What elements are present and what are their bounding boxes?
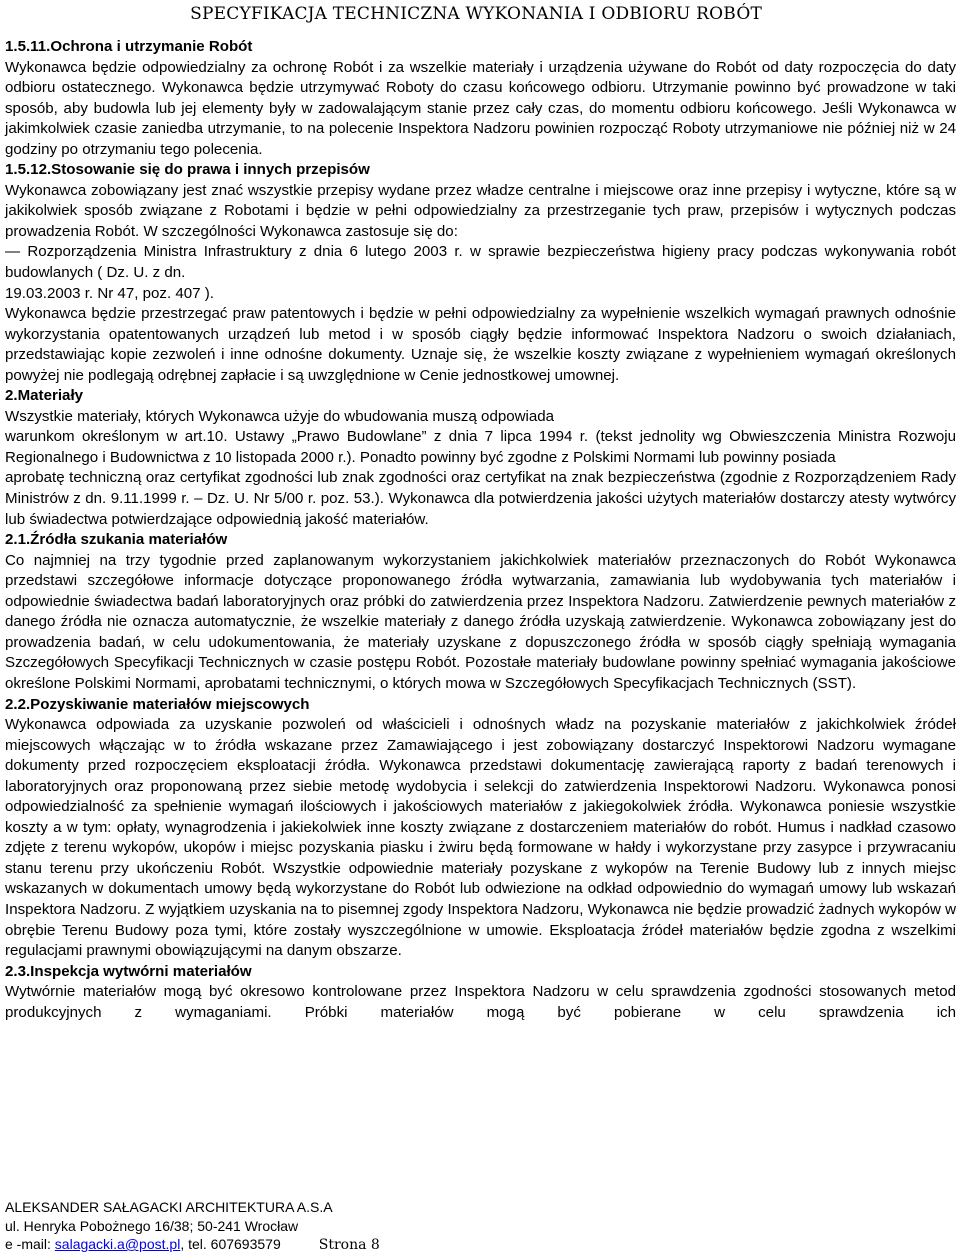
paragraph: 19.03.2003 r. Nr 47, poz. 407 ). — [5, 284, 214, 302]
paragraph: Wszystkie materiały, których Wykonawca użyje do wbudowania muszą odpowiada — [5, 407, 555, 425]
footer-phone: , tel. 607693579 — [180, 1236, 281, 1252]
paragraph: Wykonawca zobowiązany jest znać wszystkie przepisy wydane przez władze centralne i miejscowe oraz inne przepisy i wytyczne, które są w jakikolwiek sposób związane z Robotami i będzie w pełni odpowiedzialny za przestrzeganie tych praw, przepisów i wytycznych podczas prowadzenia Robót. W szczególności Wykonawca zastosuje się do: — [5, 181, 956, 240]
footer-email-prefix: e -mail: — [5, 1236, 55, 1252]
document-body — [5, 37, 956, 1023]
footer-company: ALEKSANDER SAŁAGACKI ARCHITEKTURA A.S.A — [5, 1199, 333, 1215]
section-heading: 2.2.Pozyskiwanie materiałów miejscowych — [5, 695, 310, 713]
paragraph: aprobatę techniczną oraz certyfikat zgodności lub znak zgodności oraz certyfikat na znak bezpieczeństwa (zgodnie z Rozporządzeniem Rady Ministrów z dn. 9.11.1999 r. – Dz. U. Nr 5/00 r. poz. 53.). Wykonawca dla potwierdzenia jakości użytych materiałów dostarczy atesty wytwórcy lub świadectwa potwierdzające odpowiednią jakość materiałów. — [5, 469, 956, 528]
paragraph: Wykonawca będzie odpowiedzialny za ochronę Robót i za wszelkie materiały i urządzenia używane do Robót od daty rozpoczęcia do daty odbioru ostatecznego. Wykonawca będzie utrzymywać Roboty do czasu końcowego odbioru. Utrzymanie powinno być prowadzone w taki sposób, aby budowla lub jej elementy były w zadowalającym stanie przez cały czas, do momentu odbioru końcowego. Jeśli Wykonawca w jakimkolwiek czasie zaniedba utrzymanie, to na polecenie Inspektora Nadzoru powinien rozpocząć Roboty utrzymaniowe nie później niż w 24 godziny po otrzymaniu tego polecenia. — [5, 58, 956, 158]
paragraph: Wykonawca będzie przestrzegać praw patentowych i będzie w pełni odpowiedzialny za wypełnienie wszelkich wymagań prawnych odnośnie wykorzystania opatentowanych urządzeń lub metod i w sposób ciągły będzie informować Inspektora Nadzoru o swoich działaniach, przedstawiając kopie zezwoleń i inne odnośne dokumenty. Uznaje się, że wszelkie koszty związane z wypełnieniem wymagań określonych powyżej nie podlegają odrębnej zapłacie i są uwzględnione w Cenie jednostkowej umownej. — [5, 305, 956, 384]
paragraph: — Rozporządzenia Ministra Infrastruktury z dnia 6 lutego 2003 r. w sprawie bezpieczeństwa higieny pracy podczas wykonywania robót budowlanych ( Dz. U. z dn. — [5, 243, 956, 282]
paragraph: Co najmniej na trzy tygodnie przed zaplanowanym wykorzystaniem jakichkolwiek materiałów przeznaczonych do Robót Wykonawca przedstawi szczegółowe informacje dotyczące proponowanego źródła wytwarzania, zamawiania lub wydobywania tych materiałów i odpowiednie świadectwa badań laboratoryjnych oraz próbki do zatwierdzenia przez Inspektora Nadzoru. Zatwierdzenie pewnych materiałów z danego źródła nie oznacza automatycznie, że wszelkie materiały z danego źródła uzyskają zatwierdzenie. Wykonawca zobowiązany jest do prowadzenia badań, w celu udokumentowania, że materiały uzyskane z dopuszczonego źródła w sposób ciągły spełniają wymagania Szczegółowych Specyfikacji Technicznych w czasie postępu Robót. Pozostałe materiały budowlane powinny spełniać wymagania jakościowe określone Polskimi Normami, aprobatami technicznymi, o których mowa w Szczegółowych Specyfikacjach Technicznych (SST). — [5, 551, 956, 692]
paragraph: Wykonawca odpowiada za uzyskanie pozwoleń od właścicieli i odnośnych władz na pozyskanie materiałów z jakichkolwiek źródeł miejscowych włączając w to źródła wskazane przez Zamawiającego i jest zobowiązany dostarczyć Inspektorowi Nadzoru wymagane dokumenty przed rozpoczęciem eksploatacji źródła. Wykonawca przedstawi dokumentację zawierającą raporty z badań terenowych i laboratoryjnych oraz proponowaną przez siebie metodę wydobycia i selekcji do zatwierdzenia Inspektorowi Nadzoru. Wykonawca ponosi odpowiedzialność za spełnienie wymagań ilościowych i jakościowych materiałów z jakiegokolwiek źródła. Wykonawca poniesie wszystkie koszty a w tym: opłaty, wynagrodzenia i jakiekolwiek inne koszty związane z dostarczeniem materiałów do robót. Humus i nadkład czasowo zdjęte z terenu wykopów, ukopów i miejsc pozyskania piasku i żwiru będą formowane w hałdy i wykorzystane przy zasypce i przywracaniu stanu terenu przy ukończeniu Robót. Wszystkie odpowiednie materiały pozyskane z wykopów na Terenie Budowy lub z innych miejsc wskazanych w dokumentach umowy będą wykorzystane do Robót lub odwiezione na odkład odpowiednio do wymagań umowy lub wskazań Inspektora Nadzoru. Z wyjątkiem uzyskania na to pisemnej zgody Inspektora Nadzoru, Wykonawca nie będzie prowadzić żadnych wykopów w obrębie Terenu Budowy poza tymi, które zostały wyszczególnione w umowie. Eksploatacja źródeł materiałów będzie zgodna z wszelkimi regulacjami prawnymi obowiązującymi na danym obszarze. — [5, 716, 956, 960]
section-heading: 1.5.11.Ochrona i utrzymanie Robót — [5, 38, 253, 55]
section-heading: 2.Materiały — [5, 387, 84, 405]
page-number: Strona 8 — [318, 1237, 380, 1253]
section-heading: 2.3.Inspekcja wytwórni materiałów — [5, 962, 252, 980]
footer-contact — [5, 1235, 380, 1255]
page-header-title: SPECYFIKACJA TECHNICZNA WYKONANIA I ODBIORU ROBÓT — [190, 4, 762, 24]
section-heading: 2.1.Źródła szukania materiałów — [5, 531, 228, 549]
page-footer — [5, 1198, 380, 1255]
paragraph: Wytwórnie materiałów mogą być okresowo kontrolowane przez Inspektora Nadzoru w celu sprawdzenia zgodności stosowanych metod produkcyjnych z wymaganiami. Próbki materiałów mogą być pobierane w celu sprawdzenia ich — [5, 983, 956, 1021]
paragraph: warunkom określonym w art.10. Ustawy „Prawo Budowlane” z dnia 7 lipca 1994 r. (tekst jednolity wg Obwieszczenia Ministra Rozwoju Regionalnego i Budownictwa z 10 listopada 2000 r.). Ponadto powinny być zgodne z Polskimi Normami lub powinny posiada — [5, 428, 956, 466]
footer-email-link[interactable]: salagacki.a@post.pl — [54, 1236, 181, 1252]
section-heading: 1.5.12.Stosowanie się do prawa i innych przepisów — [5, 161, 370, 179]
footer-address: ul. Henryka Pobożnego 16/38; 50-241 Wrocław — [5, 1217, 299, 1234]
